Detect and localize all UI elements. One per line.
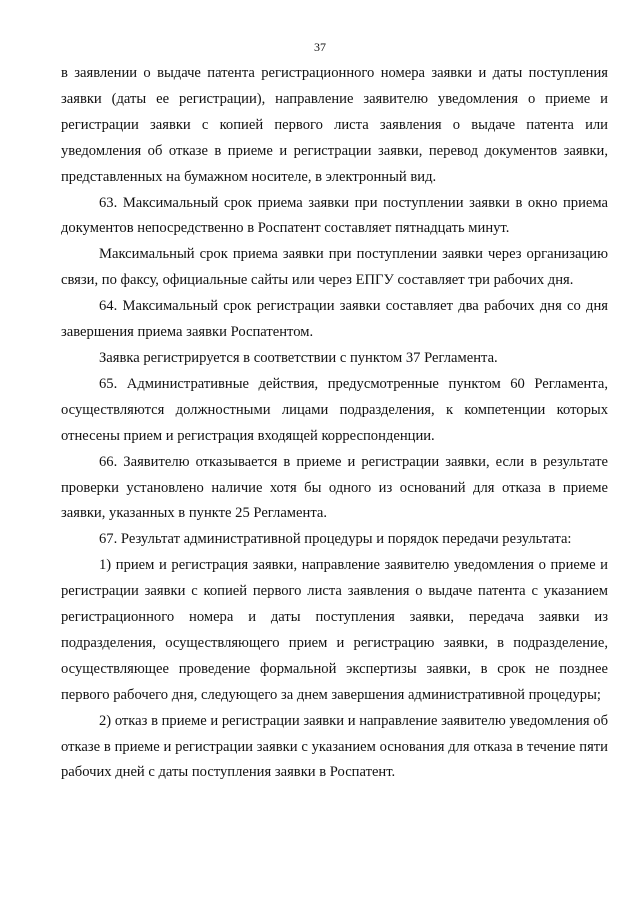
paragraph-64: 64. Максимальный срок регистрации заявки составляет два рабочих дня со дня завершения приема заявки Роспатентом. — [61, 298, 608, 341]
paragraph-67-item-2: 2) отказ в приеме и регистрации заявки и направление заявителю уведомления об отказе в приеме и регистрации заявки с указанием основания для отказа в течение пяти рабочих дней с даты поступления заявки в Роспатент. — [61, 712, 608, 781]
paragraph-67-item-1: 1) прием и регистрация заявки, направление заявителю уведомления о приеме и регистрации заявки с копией первого листа заявления о выдаче патента с указанием регистрационного номера и даты поступления заявки, передача заявки из подразделения, осуществляющего прием и регистрацию заявки, в подразделение, осуществляющее проведение формальной экспертизы заявки, в срок не позднее первого рабочего дня, следующего за днем завершения административной процедуры; — [61, 557, 608, 703]
paragraph-65: 65. Административные действия, предусмотренные пунктом 60 Регламента, осуществляются должностными лицами подразделения, к компетенции которых отнесены прием и регистрация входящей корреспонденции. — [61, 375, 608, 444]
document-body — [61, 61, 608, 786]
page-number: 37 — [314, 40, 326, 54]
paragraph-66: 66. Заявителю отказывается в приеме и регистрации заявки, если в результате проверки установлено наличие хотя бы одного из оснований для отказа в приеме заявки, указанных в пункте 25 Регламента. — [61, 453, 608, 522]
paragraph-63-second: Максимальный срок приема заявки при поступлении заявки через организацию связи, по факсу, официальные сайты или через ЕПГУ составляет три рабочих дня. — [61, 246, 608, 289]
paragraph-continuation: в заявлении о выдаче патента регистрационного номера заявки и даты поступления заявки (даты ее регистрации), направление заявителю уведомления о приеме и регистрации заявки с копией первого листа заявления о выдаче патента или уведомления об отказе в приеме и регистрации заявки, перевод документов заявки, представленных на бумажном носителе, в электронный вид. — [61, 65, 608, 185]
paragraph-67: 67. Результат административной процедуры и порядок передачи результата: — [99, 531, 572, 548]
paragraph-63: 63. Максимальный срок приема заявки при поступлении заявки в окно приема документов непосредственно в Роспатент составляет пятнадцать минут. — [61, 194, 608, 237]
paragraph-64-second: Заявка регистрируется в соответствии с пунктом 37 Регламента. — [99, 349, 498, 366]
